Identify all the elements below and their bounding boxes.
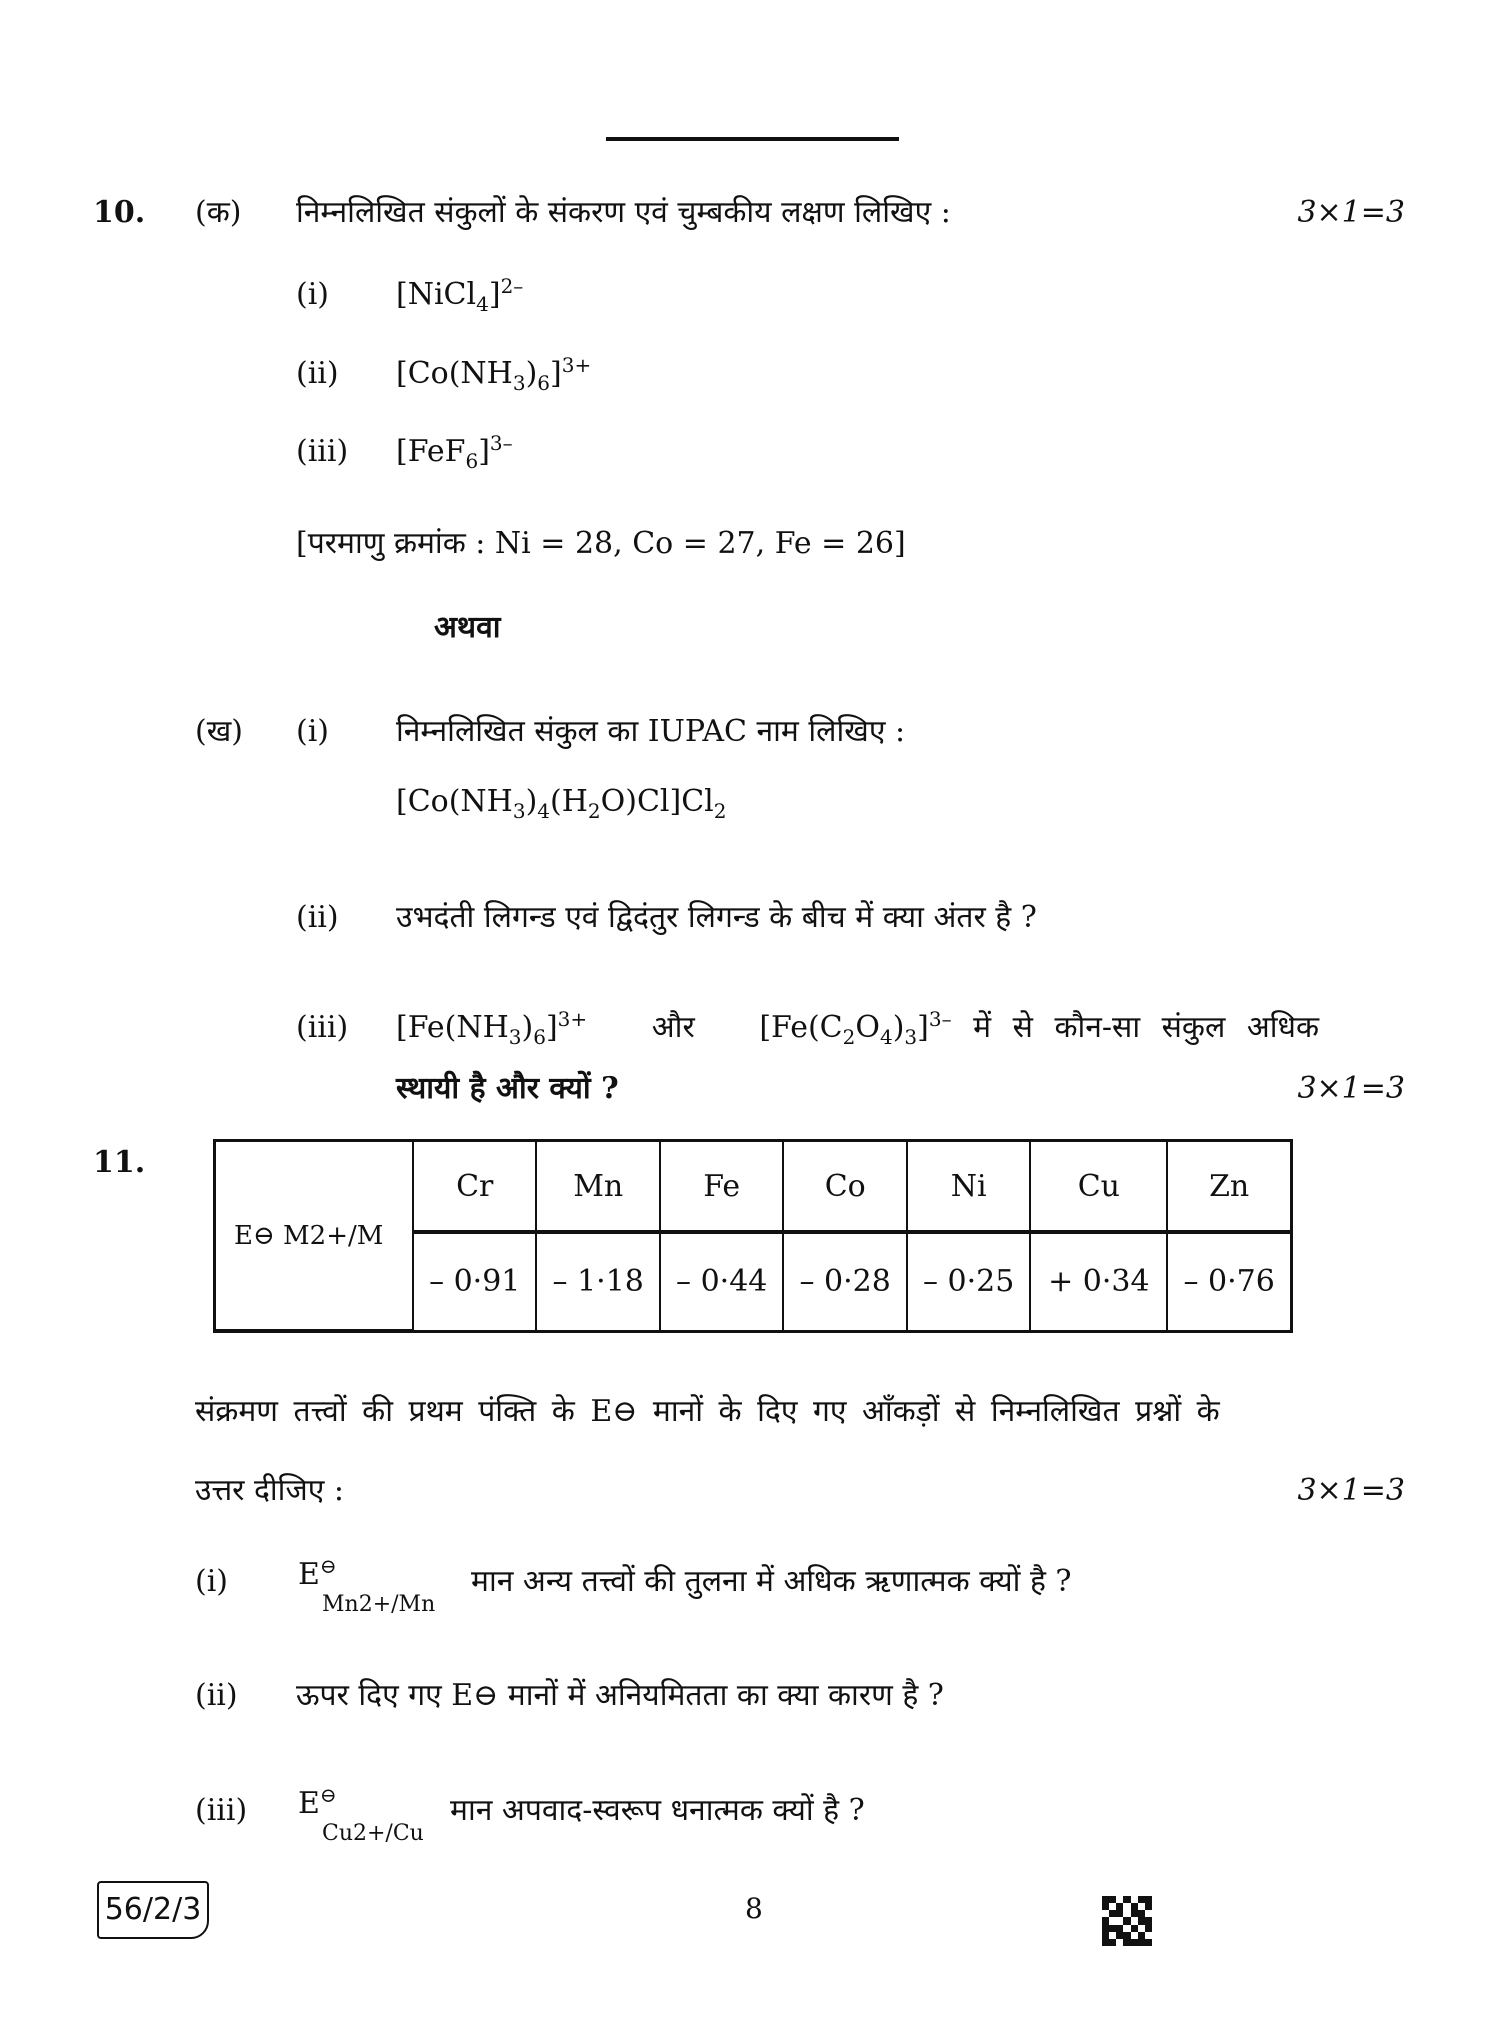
potential-value: + 0·34 <box>1030 1232 1167 1331</box>
item-label: (iii) <box>195 1793 248 1828</box>
question-text: संक्रमण तत्त्वों की प्रथम पंक्ति के E⊖ मानों के दिए गए आँकड़ों से निम्नलिखित प्रश्नों के <box>195 1394 1220 1429</box>
electrode-potential-table <box>213 1139 1293 1333</box>
part-label: (क) <box>195 195 242 230</box>
element-header: Cr <box>413 1141 536 1233</box>
question-text: स्थायी है और क्यों ? <box>396 1071 619 1106</box>
item-label: (i) <box>296 277 330 312</box>
marks: 3×1=3 <box>1297 1071 1405 1106</box>
question-text: मान अपवाद-स्वरूप धनात्मक क्यों है ? <box>450 1793 865 1828</box>
potential-value: – 0·25 <box>907 1232 1030 1331</box>
marks: 3×1=3 <box>1297 195 1405 230</box>
e-subscript: Mn2+/Mn <box>322 1592 436 1617</box>
question-text: उभदंती लिगन्ड एवं द्विदंतुर लिगन्ड के बीच में क्या अंतर है ? <box>396 900 1037 935</box>
question-text: निम्नलिखित संकुलों के संकरण एवं चुम्बकीय लक्षण लिखिए : <box>296 195 951 230</box>
potential-value: – 1·18 <box>536 1232 659 1331</box>
formula-nicl4: [NiCl$_4$]$^{2-}$ <box>396 274 524 316</box>
element-header: Cu <box>1030 1141 1167 1233</box>
qr-code-icon <box>1102 1896 1152 1946</box>
potential-value: – 0·28 <box>783 1232 906 1331</box>
question-text: निम्नलिखित संकुल का IUPAC नाम लिखिए : <box>396 714 906 749</box>
formula-co-nh3: $[Co(NH_3)_6]^{3+}$ <box>396 353 592 395</box>
item-label: (iii) <box>296 434 349 469</box>
atomic-number-note: [परमाणु क्रमांक : Ni = 28, Co = 27, Fe = 26] <box>296 526 906 561</box>
formula-fef6: $[FeF_6]^{3-}$ <box>396 431 513 473</box>
question-text: ऊपर दिए गए E⊖ मानों में अनियमितता का क्या कारण है ? <box>296 1678 944 1713</box>
item-label: (i) <box>195 1564 229 1599</box>
part-label: (ख) <box>195 714 243 749</box>
question-number: 11. <box>93 1145 146 1180</box>
marks: 3×1=3 <box>1297 1473 1405 1508</box>
formula-complex: $[Co(NH_3)_4(H_2O)Cl]Cl_2$ <box>396 784 727 823</box>
item-label: (i) <box>296 714 330 749</box>
e-symbol: E⊖ <box>298 1783 337 1821</box>
page-number: 8 <box>745 1892 763 1925</box>
item-label: (iii) <box>296 1010 349 1045</box>
paper-code: 56/2/3 <box>97 1881 209 1939</box>
question-number: 10. <box>93 195 146 230</box>
item-label: (ii) <box>296 356 339 391</box>
question-text: $[Fe(NH_3)_6]^{3+}$ और $[Fe(C_2O_4)_3]^{3-}$ में से कौन-सा संकुल अधिक <box>396 1007 1320 1049</box>
top-rule <box>606 137 899 141</box>
element-header: Fe <box>660 1141 783 1233</box>
element-header: Zn <box>1167 1141 1291 1233</box>
e-symbol: E⊖ <box>298 1554 337 1592</box>
or-label: अथवा <box>434 610 501 645</box>
item-label: (ii) <box>296 900 339 935</box>
potential-value: – 0·91 <box>413 1232 536 1331</box>
potential-value: – 0·76 <box>1167 1232 1291 1331</box>
item-label: (ii) <box>195 1678 238 1713</box>
row-header: E⊖ M2+/M <box>215 1141 414 1332</box>
potential-value: – 0·44 <box>660 1232 783 1331</box>
element-header: Mn <box>536 1141 659 1233</box>
question-text: उत्तर दीजिए : <box>195 1473 344 1508</box>
e-subscript: Cu2+/Cu <box>322 1821 424 1846</box>
element-header: Ni <box>907 1141 1030 1233</box>
element-header: Co <box>783 1141 906 1233</box>
question-text: मान अन्य तत्त्वों की तुलना में अधिक ऋणात्मक क्यों है ? <box>471 1564 1072 1599</box>
